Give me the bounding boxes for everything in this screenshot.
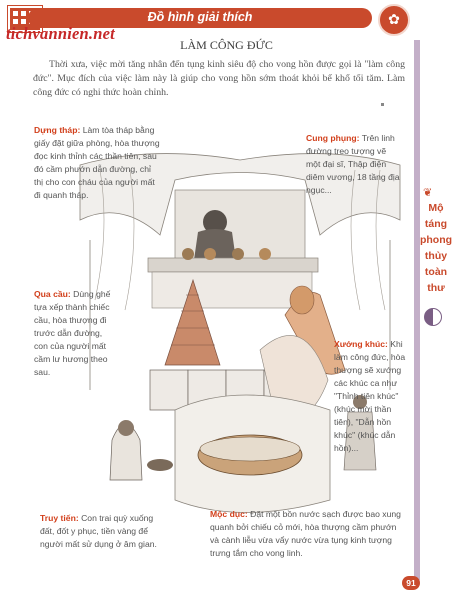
section-title: LÀM CÔNG ĐỨC	[180, 38, 273, 52]
page-number: 91	[402, 576, 420, 590]
callout-label: Cung phụng:	[306, 133, 360, 143]
callout-label: Dựng tháp:	[34, 125, 81, 135]
side-title-line: thư	[427, 282, 445, 294]
callout-text: Dùng ghế tựa xếp thành chiếc cầu, hòa thượng đi trước dẫn đường, con của người mất cầm lư hương theo sau.	[34, 289, 111, 377]
callout-label: Mộc dục:	[210, 509, 248, 519]
callout-text: Khi làm công đức, hòa thượng sẽ xướng các khúc ca như "Thỉnh tiên khúc" (khúc mời thần tiên), "Dẫn hồn khúc" (khúc dẫn hồn)...	[334, 339, 406, 453]
site-logo[interactable]: tichvannien.net	[6, 24, 115, 43]
side-title-line: toàn	[424, 266, 448, 278]
callout-qua-cau	[34, 288, 116, 379]
ornament-icon: ❦	[423, 187, 433, 199]
side-title-line: Mộ	[428, 202, 444, 214]
callout-text: Đặt một bồn nước sạch được bao xung quanh bởi chiếu cỏ mới, hòa thượng cầm phướn và cành liễu vừa vẩy nước vừa tụng kinh tượng trưng tắm cho vong linh.	[210, 509, 401, 558]
callout-dung-thap	[34, 124, 160, 202]
callout-text: Trên linh đường treo tượng vẽ một đại sĩ, Thập điện diêm vương, 18 tầng địa ngục...	[306, 133, 400, 195]
callout-xuong-khuc	[334, 338, 410, 455]
callout-cung-phung	[306, 132, 402, 197]
callout-label: Qua cầu:	[34, 289, 71, 299]
side-title-line: thủy	[424, 250, 448, 262]
callout-text: Con trai quỳ xuống đất, đốt y phục, tiền vàng để người mất sử dụng ở âm gian.	[40, 513, 157, 549]
side-title-line: phong	[419, 234, 453, 246]
header-title: Đồ hình giải thích	[147, 10, 253, 24]
callout-label: Truy tiến:	[40, 513, 79, 523]
side-title	[419, 200, 453, 296]
callout-text: Làm tòa tháp bằng giấy đặt giữa phòng, hòa thượng đọc kinh thỉnh các thần tiên, sau đó cầm phướn dẫn đường, chỉ thị cho con cháu của người mất đi quanh tháp.	[34, 125, 160, 200]
emblem-icon: ✿	[378, 4, 410, 36]
yin-yang-icon	[424, 308, 442, 326]
intro-paragraph: Thời xưa, việc mời tăng nhân đến tụng kinh siêu độ cho vong hồn được gọi là "làm công đức". Mục đích của việc làm này là giúp cho vong hồn sớm thoát khỏi bể khổ tối tăm. Làm công đức có nghi thức hoàn chỉnh.	[33, 59, 405, 98]
side-title-line: táng	[424, 218, 448, 230]
callout-moc-duc	[210, 508, 406, 560]
callout-truy-tien	[40, 512, 160, 551]
bullet-mark	[381, 103, 384, 106]
callout-label: Xướng khúc:	[334, 339, 388, 349]
